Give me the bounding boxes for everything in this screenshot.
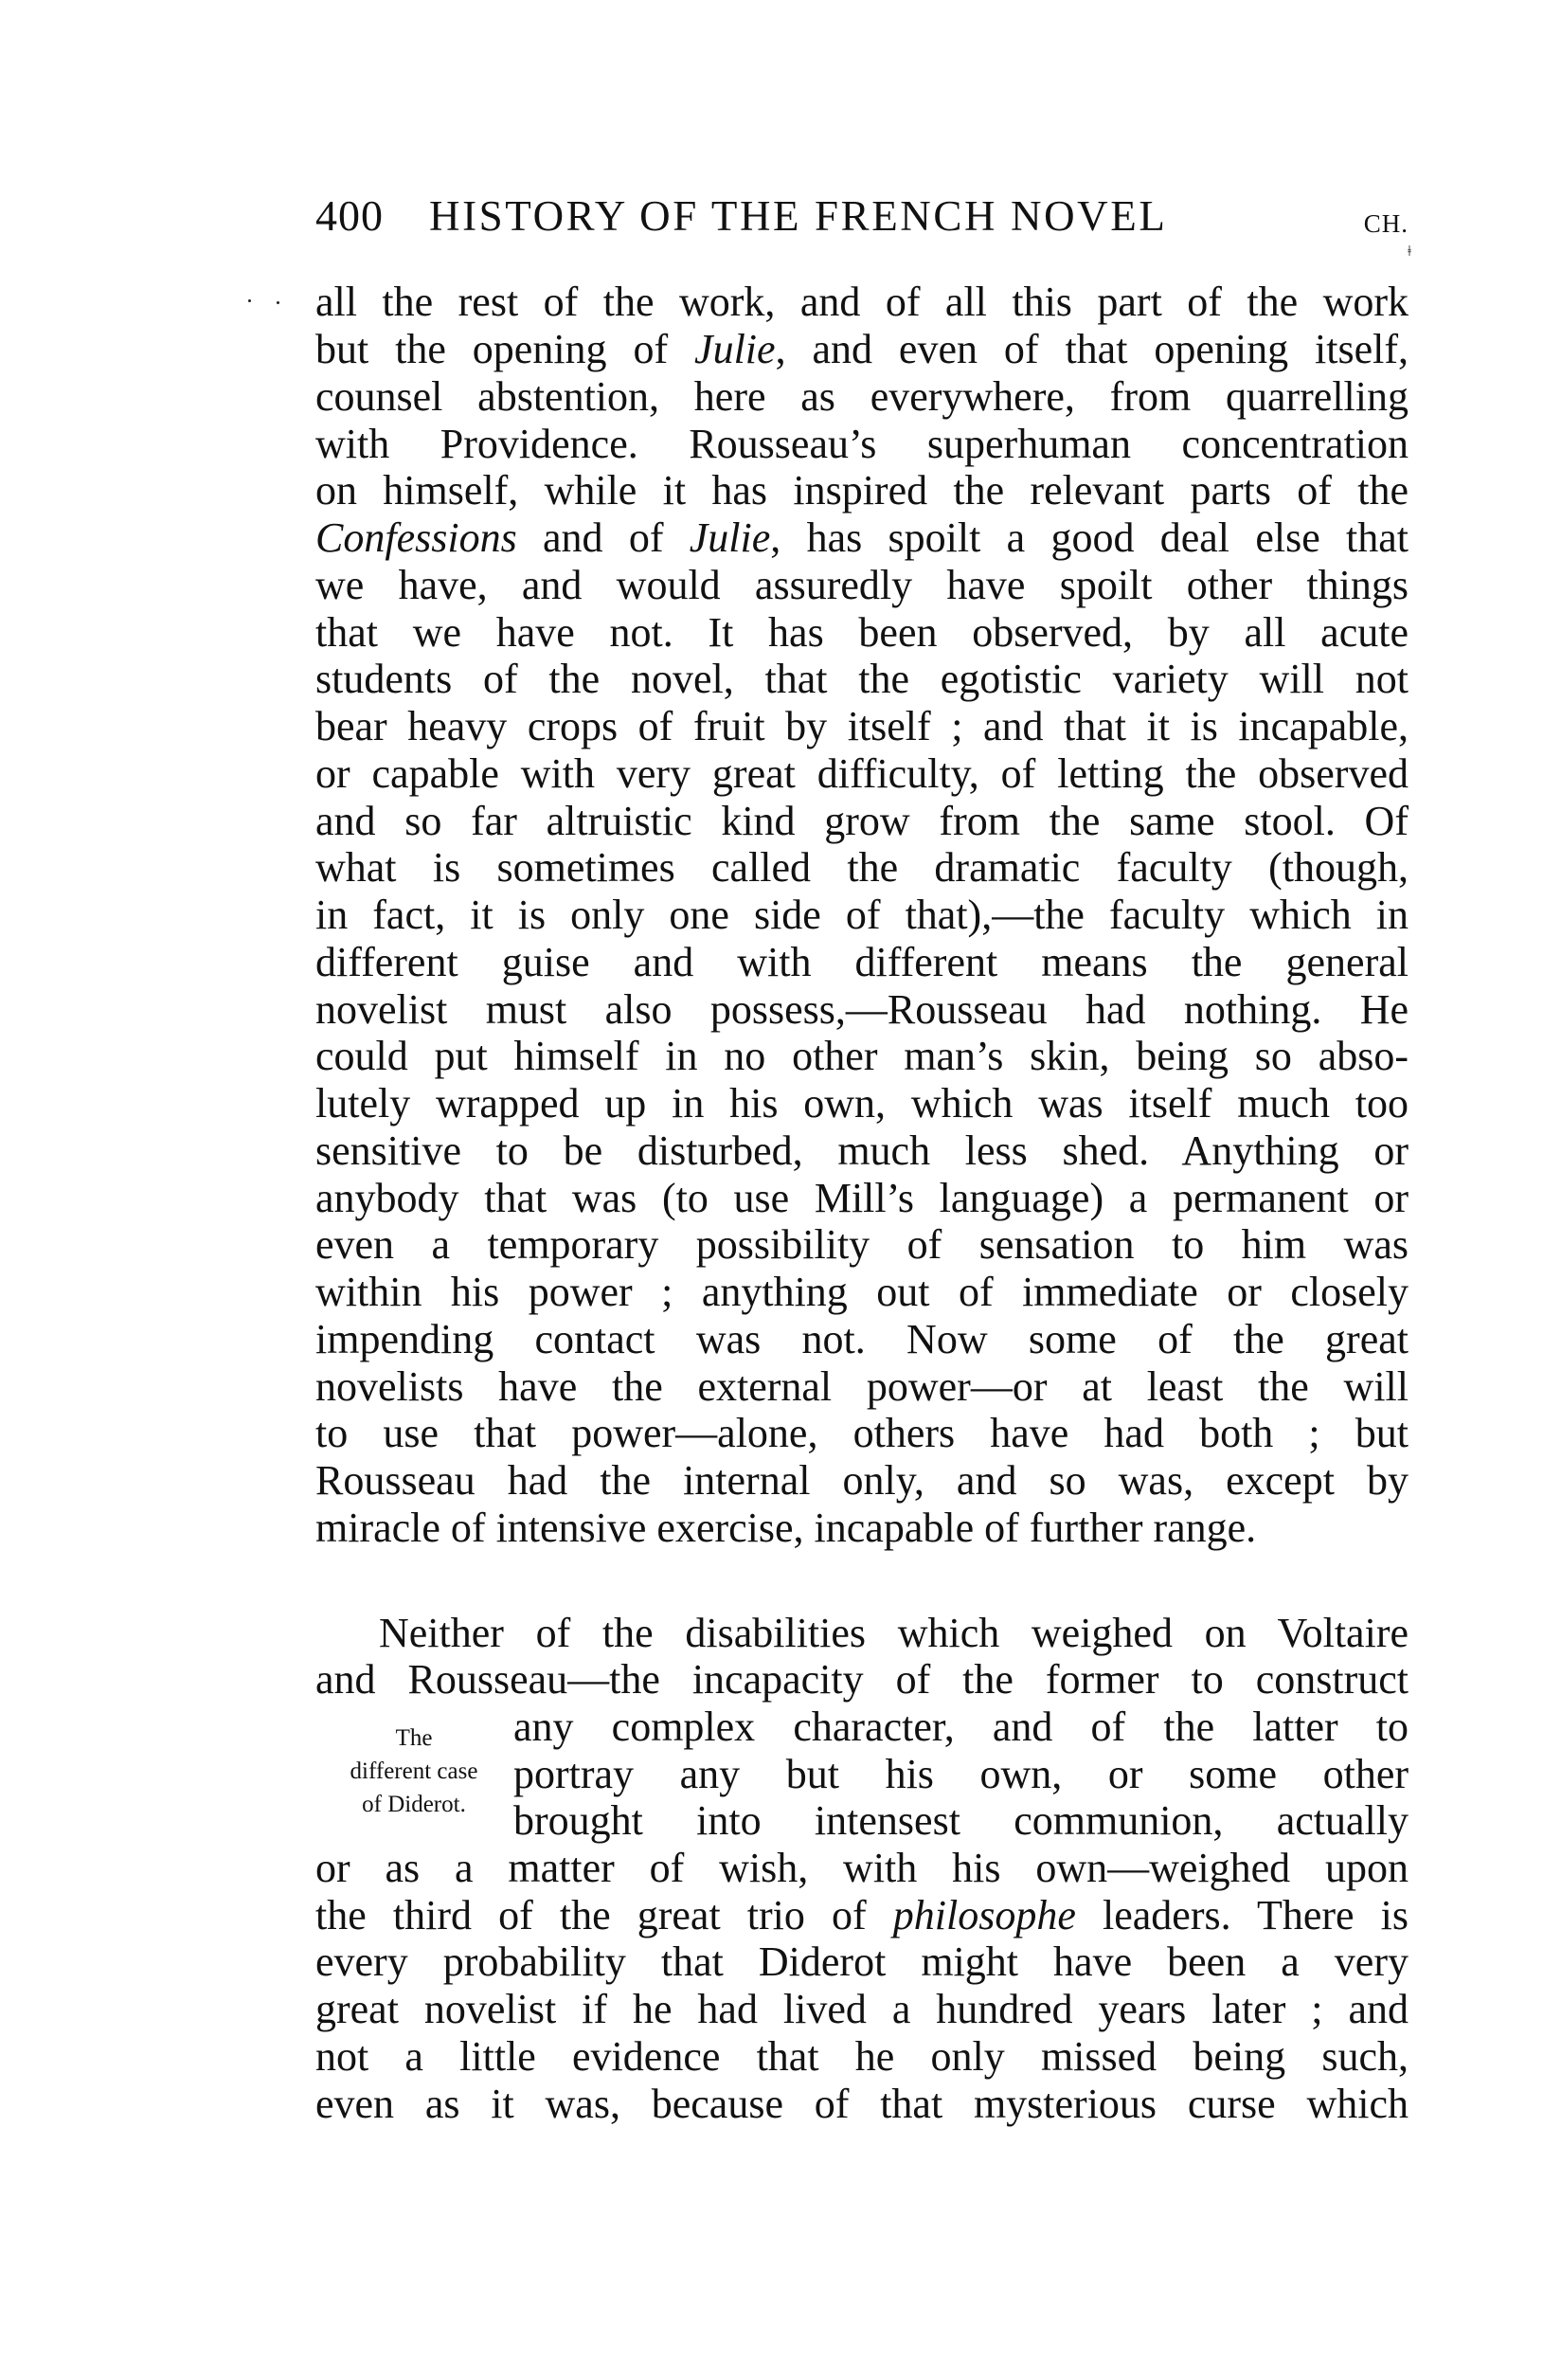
running-head xyxy=(315,189,1411,260)
text-line: bear heavy crops of fruit by itself ; and that it is incapable, xyxy=(315,703,1408,749)
text-line: novelists have the external power—or at least the will xyxy=(315,1363,1408,1410)
scan-speck xyxy=(248,299,251,302)
text-run: , and even of that opening itself, xyxy=(775,326,1408,372)
text-line: even as it was, because of that mysterious curse which xyxy=(315,2081,1408,2127)
text-run: the third of the great trio of xyxy=(315,1892,893,1938)
text-run: leaders. There is xyxy=(1075,1892,1408,1938)
text-line: even a temporary possibility of sensation to him was xyxy=(315,1221,1408,1268)
book-title-heading: HISTORY OF THE FRENCH NOVEL xyxy=(429,192,1168,240)
text-line: or capable with very great difficulty, of letting the observed xyxy=(315,750,1408,797)
text-line xyxy=(315,514,1408,562)
text-line: impending contact was not. Now some of the great xyxy=(315,1316,1408,1362)
text-line: and so far altruistic kind grow from the same stool. Of xyxy=(315,798,1408,844)
text-line: counsel abstention, here as everywhere, from quarrelling xyxy=(315,373,1408,420)
text-line: every probability that Diderot might have been a very xyxy=(315,1938,1408,1985)
text-line: students of the novel, that the egotistic variety will not xyxy=(315,656,1408,702)
text-line: we have, and would assuredly have spoilt other things xyxy=(315,562,1408,608)
text-line: novelist must also possess,—Rousseau had nothing. He xyxy=(315,986,1408,1033)
text-line: and Rousseau—the incapacity of the former to construct xyxy=(315,1656,1408,1703)
text-line: could put himself in no other man’s skin, being so abso- xyxy=(315,1033,1408,1079)
text-run: , has spoilt a good deal else that xyxy=(770,514,1408,561)
text-line: Neither of the disabilities which weighed on Voltaire xyxy=(379,1610,1408,1656)
italic-title-julie: Julie xyxy=(689,514,771,561)
text-line: any complex character, and of the latter to xyxy=(513,1704,1408,1750)
text-line: brought into intensest communion, actually xyxy=(513,1797,1408,1844)
text-line: or as a matter of wish, with his own—weighed upon xyxy=(315,1845,1408,1891)
text-line xyxy=(315,1892,1408,1939)
text-line: Rousseau had the internal only, and so was, except by xyxy=(315,1457,1408,1504)
text-line: on himself, while it has inspired the relevant parts of the xyxy=(315,467,1408,514)
text-run: but the opening of xyxy=(315,326,695,372)
text-line: all the rest of the work, and of all this part of the work xyxy=(315,279,1408,325)
text-run: and of xyxy=(516,514,690,561)
text-line: what is sometimes called the dramatic faculty (though, xyxy=(315,844,1408,891)
text-line: within his power ; anything out of immediate or closely xyxy=(315,1269,1408,1315)
italic-title-julie: Julie xyxy=(694,326,776,372)
text-line: lutely wrapped up in his own, which was itself much too xyxy=(315,1080,1408,1127)
scan-speck xyxy=(277,301,279,304)
text-line: different guise and with different means the general xyxy=(315,939,1408,985)
italic-title-confessions: Confessions xyxy=(315,514,517,561)
text-line: sensitive to be disturbed, much less shed. Anything or xyxy=(315,1127,1408,1174)
text-line xyxy=(315,326,1408,373)
text-line: to use that power—alone, others have had both ; but xyxy=(315,1410,1408,1456)
marginal-note xyxy=(317,1722,511,1821)
printer-mark-icon: ǂ xyxy=(1408,243,1411,260)
text-line: portray any but his own, or some other xyxy=(513,1751,1408,1797)
italic-term-philosophe: philosophe xyxy=(892,1892,1076,1938)
text-line: miracle of intensive exercise, incapable of further range. xyxy=(315,1505,1257,1551)
text-line: that we have not. It has been observed, by all acute xyxy=(315,609,1408,656)
text-line: not a little evidence that he only missed being such, xyxy=(315,2033,1408,2080)
chapter-abbreviation: CH. xyxy=(1363,209,1408,238)
text-line: anybody that was (to use Mill’s language) a permanent or xyxy=(315,1175,1408,1221)
text-line: in fact, it is only one side of that),—the faculty which in xyxy=(315,892,1408,938)
marginal-note-line: different case xyxy=(350,1758,478,1784)
marginal-note-line: The xyxy=(395,1725,433,1751)
text-line: great novelist if he had lived a hundred years later ; and xyxy=(315,1986,1408,2032)
text-line: with Providence. Rousseau’s superhuman concentration xyxy=(315,421,1408,467)
marginal-note-line: of Diderot. xyxy=(362,1792,466,1817)
page-number: 400 xyxy=(315,191,384,240)
